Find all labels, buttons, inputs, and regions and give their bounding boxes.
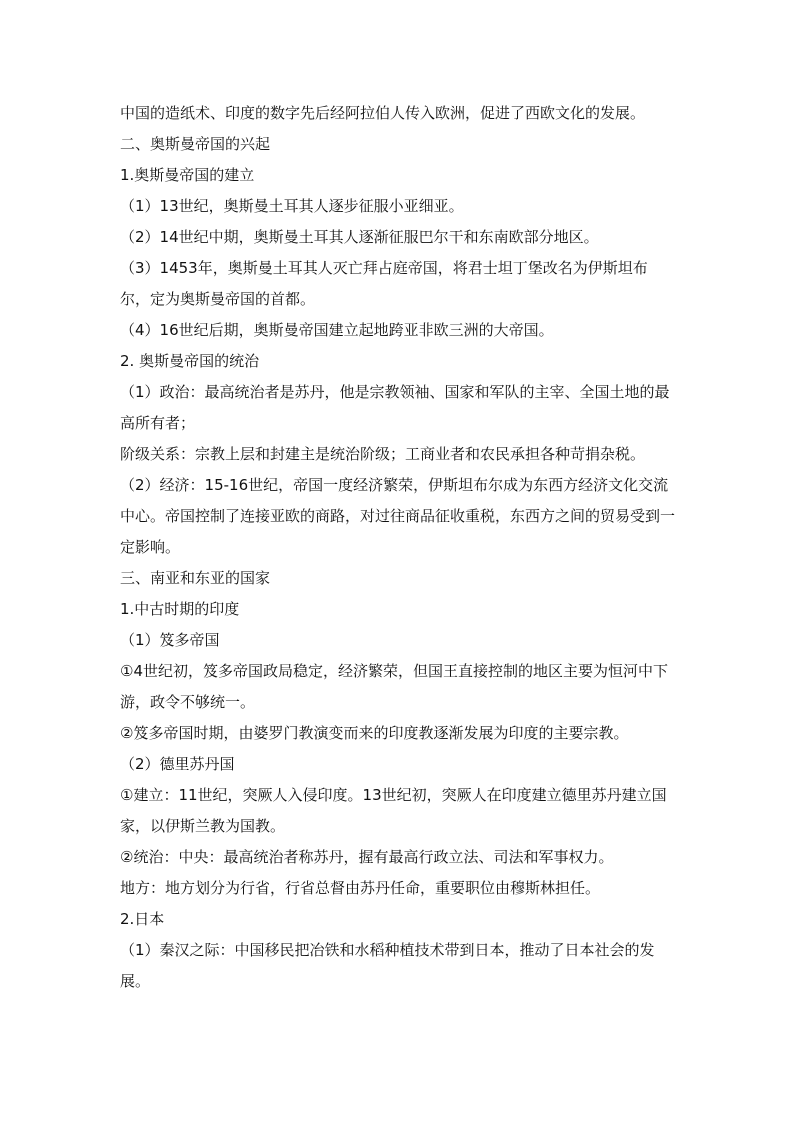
paragraph-class-relations: 阶级关系：宗教上层和封建主是统治阶级；工商业者和农民承担各种苛捐杂税。	[120, 445, 646, 463]
paragraph-paper-numerals: 中国的造纸术、印度的数字先后经阿拉伯人传入欧洲，促进了西欧文化的发展。	[120, 104, 646, 122]
list-item-gupta-religion: ②笈多帝国时期，由婆罗门教演变而来的印度教逐渐发展为印度的主要宗教。	[120, 724, 629, 742]
subheading-ottoman-founding: 1.奥斯曼帝国的建立	[120, 166, 255, 184]
subheading-ottoman-rule: 2. 奥斯曼帝国的统治	[120, 352, 260, 370]
section-heading-ottoman-rise: 二、奥斯曼帝国的兴起	[120, 135, 271, 153]
list-item-16th-century: （4）16世纪后期，奥斯曼帝国建立起地跨亚非欧三洲的大帝国。	[120, 321, 554, 339]
list-item-gupta-politics: ①4世纪初，笈多帝国政局稳定，经济繁荣，但国王直接控制的地区主要为恒河中下游，政令不够统一。	[120, 662, 668, 711]
list-item-delhi-central-rule: ②统治：中央：最高统治者称苏丹，握有最高行政立法、司法和军事权力。	[120, 848, 614, 866]
subheading-medieval-india: 1.中古时期的印度	[120, 600, 240, 618]
section-heading-south-east-asia: 三、南亚和东亚的国家	[120, 569, 271, 587]
paragraph-delhi-local-rule: 地方：地方划分为行省，行省总督由苏丹任命，重要职位由穆斯林担任。	[120, 879, 601, 897]
list-item-qin-han: （1）秦汉之际：中国移民把冶铁和水稻种植技术带到日本，推动了日本社会的发展。	[120, 941, 655, 990]
list-item-1453: （3）1453年，奥斯曼土耳其人灭亡拜占庭帝国，将君士坦丁堡改名为伊斯坦布尔，定为奥斯曼帝国的首都。	[120, 259, 648, 308]
list-item-gupta-empire: （1）笈多帝国	[120, 631, 220, 649]
list-item-14th-century: （2）14世纪中期，奥斯曼土耳其人逐渐征服巴尔干和东南欧部分地区。	[120, 228, 599, 246]
list-item-politics: （1）政治：最高统治者是苏丹，他是宗教领袖、国家和军队的主宰、全国土地的最高所有者；	[120, 383, 670, 432]
document-body	[120, 98, 676, 997]
subheading-japan: 2.日本	[120, 910, 165, 928]
list-item-delhi-sultanate: （2）德里苏丹国	[120, 755, 235, 773]
list-item-economy: （2）经济：15-16世纪，帝国一度经济繁荣，伊斯坦布尔成为东西方经济文化交流中心。帝国控制了连接亚欧的商路，对过往商品征收重税，东西方之间的贸易受到一定影响。	[120, 476, 676, 556]
list-item-13th-century: （1）13世纪，奥斯曼土耳其人逐步征服小亚细亚。	[120, 197, 464, 215]
list-item-delhi-founding: ①建立：11世纪，突厥人入侵印度。13世纪初，突厥人在印度建立德里苏丹建立国家，以伊斯兰教为国教。	[120, 786, 667, 835]
